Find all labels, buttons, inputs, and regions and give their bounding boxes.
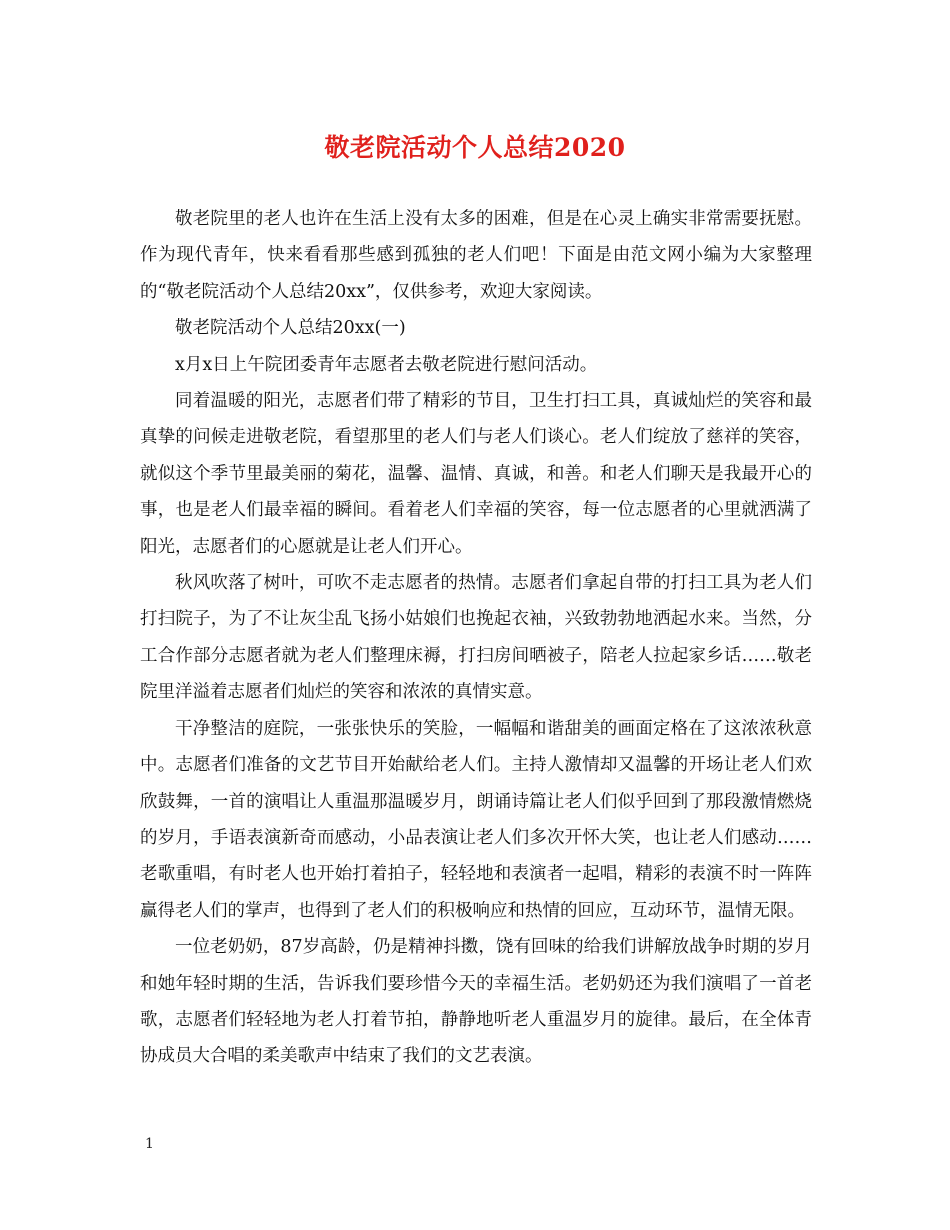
document-body <box>140 201 812 1075</box>
paragraph-section-heading: 敬老院活动个人总结20xx(一) <box>175 318 406 339</box>
paragraph-grandma: 一位老奶奶，87岁高龄，仍是精神抖擞，饶有回味的给我们讲解放战争时期的岁月和她年轻时期的生活，告诉我们要珍惜今天的幸福生活。老奶奶还为我们演唱了一首老歌，志愿者们轻轻地为老人打着节拍，静静地听老人重温岁月的旋律。最后，在全体青协成员大合唱的柔美歌声中结束了我们的文艺表演。 <box>140 937 812 1067</box>
document-title: 敬老院活动个人总结2020 <box>324 133 626 162</box>
paragraph-activity-date: x月x日上午院团委青年志愿者去敬老院进行慰问活动。 <box>175 354 598 375</box>
paragraph-courtyard: 干净整洁的庭院，一张张快乐的笑脸，一幅幅和谐甜美的画面定格在了这浓浓秋意中。志愿者们准备的文艺节目开始献给老人们。主持人激情却又温馨的开场让老人们欢欣鼓舞，一首的演唱让人重温那温暖岁月，朗诵诗篇让老人们似乎回到了那段激情燃烧的岁月，手语表演新奇而感动，小品表演让老人们多次开怀大笑，也让老人们感动……老歌重唱，有时老人也开始打着拍子，轻轻地和表演者一起唱，精彩的表演不时一阵阵赢得老人们的掌声，也得到了老人们的积极响应和热情的回应，互动环节，温情无限。 <box>140 718 812 921</box>
paragraph-warm-sunshine: 同着温暖的阳光，志愿者们带了精彩的节目，卫生打扫工具，真诚灿烂的笑容和最真挚的问候走进敬老院，看望那里的老人们与老人们谈心。老人们绽放了慈祥的笑容，就似这个季节里最美丽的菊花，温馨、温情、真诚，和善。和老人们聊天是我最开心的事，也是老人们最幸福的瞬间。看着老人们幸福的笑容，每一位志愿者的心里就洒满了阳光，志愿者们的心愿就是让老人们开心。 <box>140 391 812 557</box>
paragraph-intro: 敬老院里的老人也许在生活上没有太多的困难，但是在心灵上确实非常需要抚慰。作为现代青年，快来看看那些感到孤独的老人们吧！下面是由范文网小编为大家整理的“敬老院活动个人总结20xx”，仅供参考，欢迎大家阅读。 <box>140 209 812 302</box>
paragraph-autumn-wind: 秋风吹落了树叶，可吹不走志愿者的热情。志愿者们拿起自带的打扫工具为老人们打扫院子，为了不让灰尘乱飞扬小姑娘们也挽起衣袖，兴致勃勃地洒起水来。当然，分工合作部分志愿者就为老人们整理床褥，打扫房间晒被子，陪老人拉起家乡话……敬老院里洋溢着志愿者们灿烂的笑容和浓浓的真情实意。 <box>140 573 812 703</box>
page-number: 1 <box>145 1136 154 1152</box>
